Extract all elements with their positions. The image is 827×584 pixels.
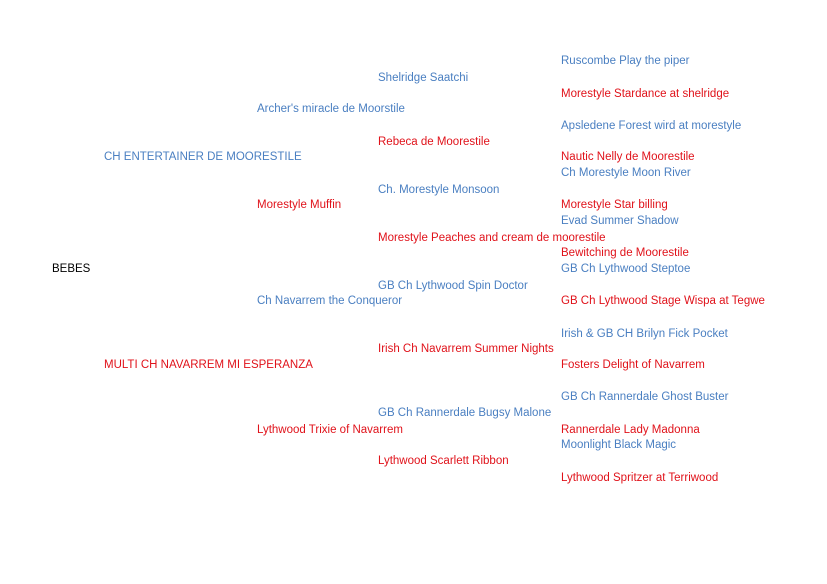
gen3-ancestor-3: Ch. Morestyle Monsoon [378, 184, 500, 196]
gen3-ancestor-2: Rebeca de Moorestile [378, 136, 490, 148]
dam-dam-name: Lythwood Trixie of Navarrem [257, 424, 403, 436]
gen3-ancestor-4: Morestyle Peaches and cream de moorestile [378, 232, 606, 244]
gen4-ancestor-13: GB Ch Rannerdale Ghost Buster [561, 391, 729, 403]
gen4-ancestor-11: Irish & GB CH Brilyn Fick Pocket [561, 328, 728, 340]
gen4-ancestor-15: Moonlight Black Magic [561, 439, 677, 451]
gen4-ancestor-12: Fosters Delight of Navarrem [561, 359, 705, 371]
gen4-ancestor-5: Ch Morestyle Moon River [561, 167, 691, 179]
gen3-ancestor-8: Lythwood Scarlett Ribbon [378, 455, 509, 467]
gen4-ancestor-7: Evad Summer Shadow [561, 215, 679, 227]
sire-sire-name: Archer's miracle de Moorstile [257, 103, 405, 115]
sire-dam-name: Morestyle Muffin [257, 199, 342, 211]
gen4-ancestor-2: Morestyle Stardance at shelridge [561, 88, 730, 100]
gen4-ancestor-14: Rannerdale Lady Madonna [561, 424, 700, 436]
dam-name: MULTI CH NAVARREM MI ESPERANZA [104, 359, 313, 371]
gen3-ancestor-5: GB Ch Lythwood Spin Doctor [378, 280, 528, 292]
gen3-ancestor-7: GB Ch Rannerdale Bugsy Malone [378, 407, 552, 419]
gen4-ancestor-16: Lythwood Spritzer at Terriwood [561, 472, 719, 484]
gen4-ancestor-4: Nautic Nelly de Moorestile [561, 151, 695, 163]
gen3-ancestor-6: Irish Ch Navarrem Summer Nights [378, 343, 554, 355]
dam-sire-name: Ch Navarrem the Conqueror [257, 295, 403, 307]
gen4-ancestor-8: Bewitching de Moorestile [561, 247, 689, 259]
gen4-ancestor-1: Ruscombe Play the piper [561, 55, 690, 67]
subject-name: BEBES [52, 263, 91, 275]
gen4-ancestor-10: GB Ch Lythwood Stage Wispa at Tegwe [561, 295, 765, 307]
gen3-ancestor-1: Shelridge Saatchi [378, 72, 469, 84]
sire-name: CH ENTERTAINER DE MOORESTILE [104, 151, 302, 163]
gen4-ancestor-3: Apsledene Forest wird at morestyle [561, 120, 742, 132]
gen4-ancestor-6: Morestyle Star billing [561, 199, 668, 211]
gen4-ancestor-9: GB Ch Lythwood Steptoe [561, 263, 691, 275]
